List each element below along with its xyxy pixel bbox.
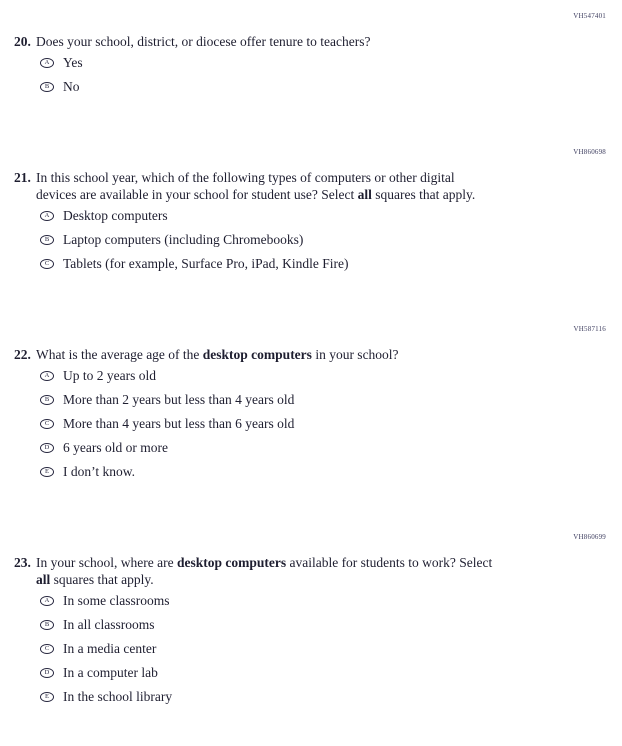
option-bubble-A [40, 211, 54, 221]
option-letter: B [44, 235, 50, 243]
question-text [36, 554, 492, 588]
question-text-segment: in your school? [311, 347, 399, 362]
answer-option [40, 56, 608, 70]
option-bubble-D [40, 668, 54, 678]
option-label: Desktop computers [63, 208, 168, 223]
question-text [36, 33, 371, 50]
answer-option [40, 465, 608, 479]
question-text-line [36, 571, 492, 588]
option-bubble-E [40, 692, 54, 702]
question-text-segment: desktop computers [202, 347, 312, 362]
question-heading [14, 346, 608, 363]
option-label: Tablets (for example, Surface Pro, iPad, Kindle Fire) [63, 256, 349, 271]
question-text-segment: available for students to work? Select [286, 555, 493, 570]
option-bubble-A [40, 371, 54, 381]
option-label: More than 4 years but less than 6 years old [63, 416, 295, 431]
question-heading [14, 554, 608, 588]
option-letter: A [44, 596, 50, 604]
option-label: Laptop computers (including Chromebooks) [63, 232, 304, 247]
option-label: I don’t know. [63, 464, 135, 479]
question-heading [14, 33, 608, 50]
question-block [14, 12, 608, 94]
option-letter: B [44, 620, 50, 628]
question-accession-code: VH587116 [573, 325, 606, 333]
question-heading [14, 169, 608, 203]
question-accession-code: VH860699 [573, 533, 606, 541]
option-letter: A [44, 58, 50, 66]
question-number: 21. [14, 170, 31, 185]
option-letter: E [45, 692, 49, 700]
option-bubble-C [40, 419, 54, 429]
answer-option [40, 257, 608, 271]
question-text-segment: What is the average age of the [36, 347, 203, 362]
option-letter: C [44, 419, 50, 427]
answer-option [40, 233, 608, 247]
question-block [14, 325, 608, 479]
option-letter: A [44, 371, 50, 379]
option-label: No [63, 79, 80, 94]
option-label: In the school library [63, 689, 173, 704]
option-bubble-A [40, 596, 54, 606]
question-number: 22. [14, 347, 31, 362]
question-text-line [36, 33, 371, 50]
question-text-segment: squares that apply. [50, 572, 154, 587]
option-label: In all classrooms [63, 617, 155, 632]
option-bubble-C [40, 644, 54, 654]
answer-option [40, 393, 608, 407]
answer-option [40, 666, 608, 680]
answer-option [40, 209, 608, 223]
option-letter: D [44, 443, 50, 451]
option-label: More than 2 years but less than 4 years old [63, 392, 295, 407]
answer-option [40, 80, 608, 94]
option-label: In a media center [63, 641, 157, 656]
answer-option [40, 441, 608, 455]
answer-option [40, 369, 608, 383]
answer-option [40, 642, 608, 656]
answer-option [40, 690, 608, 704]
option-letter: B [44, 82, 50, 90]
question-block [14, 148, 608, 271]
option-letter: B [44, 395, 50, 403]
question-text-segment: all [357, 187, 372, 202]
option-bubble-A [40, 58, 54, 68]
option-label: In some classrooms [63, 593, 170, 608]
options-list [14, 594, 608, 704]
option-label: 6 years old or more [63, 440, 168, 455]
option-bubble-B [40, 395, 54, 405]
question-text-segment: desktop computers [176, 555, 287, 570]
option-label: Yes [63, 55, 83, 70]
option-letter: C [44, 259, 50, 267]
answer-option [40, 594, 608, 608]
option-bubble-C [40, 259, 54, 269]
question-accession-code: VH547401 [573, 12, 606, 20]
option-label: In a computer lab [63, 665, 158, 680]
question-text-line [36, 554, 492, 571]
question-block [14, 533, 608, 704]
question-text-segment: squares that apply. [371, 187, 476, 202]
question-number: 23. [14, 555, 31, 570]
answer-option [40, 417, 608, 431]
questions-container [14, 12, 608, 704]
question-accession-code: VH860698 [573, 148, 606, 156]
question-number: 20. [14, 34, 31, 49]
options-list [14, 56, 608, 94]
question-text-line [36, 169, 475, 186]
question-text-segment: In this school year, which of the following types of computers or other digital [36, 170, 455, 185]
options-list [14, 369, 608, 479]
options-list [14, 209, 608, 271]
question-text-segment: all [36, 572, 51, 587]
option-bubble-B [40, 620, 54, 630]
question-text [36, 169, 475, 203]
question-text-segment: devices are available in your school for student use? Select [36, 187, 358, 202]
option-bubble-E [40, 467, 54, 477]
option-bubble-B [40, 82, 54, 92]
option-letter: E [45, 467, 49, 475]
question-text [36, 346, 399, 363]
question-text-line [36, 186, 475, 203]
option-bubble-B [40, 235, 54, 245]
option-label: Up to 2 years old [63, 368, 156, 383]
question-text-segment: In your school, where are [36, 555, 177, 570]
option-bubble-D [40, 443, 54, 453]
option-letter: D [44, 668, 50, 676]
question-text-line [36, 346, 399, 363]
answer-option [40, 618, 608, 632]
option-letter: C [44, 644, 50, 652]
option-letter: A [44, 211, 50, 219]
question-text-segment: Does your school, district, or diocese offer tenure to teachers? [36, 34, 371, 49]
